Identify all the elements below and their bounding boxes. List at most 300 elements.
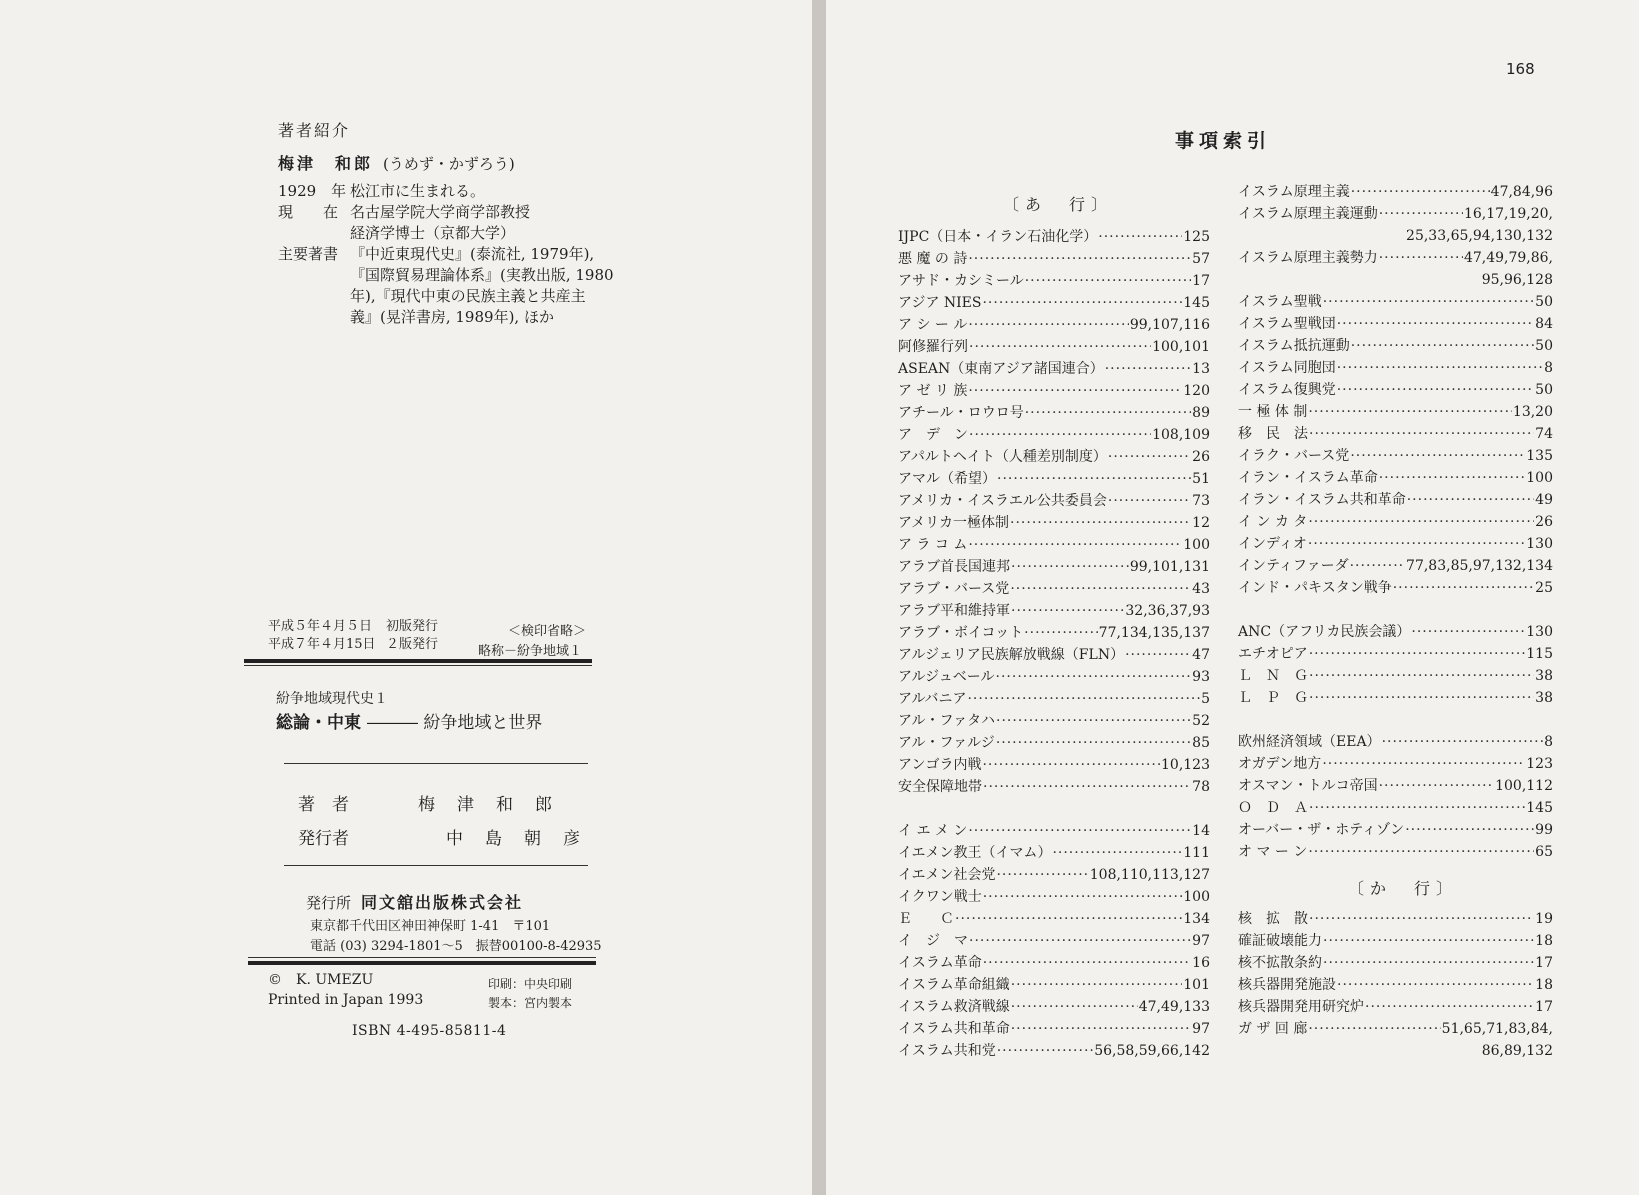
dot-leader (955, 908, 1182, 930)
index-term: アマル（希望） (898, 471, 996, 487)
index-pages: 50 (1535, 338, 1553, 354)
index-term: アジア NIES (898, 295, 982, 311)
index-term: アルバニア (898, 691, 967, 707)
copyright-block (268, 970, 423, 1010)
index-pages: 12 (1192, 515, 1210, 531)
dot-leader (1351, 335, 1534, 357)
index-term: ア シ ー ル (898, 317, 968, 333)
index-entry (898, 446, 1210, 468)
title-main: 総論・中東 (276, 713, 361, 733)
index-term: イ ン カ タ (1238, 514, 1308, 530)
dot-leader (1308, 401, 1512, 423)
index-entry (1238, 357, 1553, 379)
author-reading: (うめず・かずろう) (383, 155, 515, 173)
index-entry (898, 644, 1210, 666)
index-term: イエメン社会党 (898, 867, 996, 883)
index-term: 移 民 法 (1238, 426, 1308, 442)
bio-key (278, 223, 350, 244)
index-entry (898, 490, 1210, 512)
index-entry (1238, 181, 1553, 203)
bio-heading: 著者紹介 (278, 121, 351, 140)
index-pages: 38 (1535, 690, 1553, 706)
index-term: エチオピア (1238, 646, 1308, 662)
bio-value: 松江市に生まれる。 (350, 182, 486, 200)
index-entry (1238, 841, 1553, 863)
index-term: ア デ ン (898, 427, 968, 443)
index-term: 確証破壊能力 (1238, 933, 1322, 949)
index-term: インド・パキスタン戦争 (1238, 580, 1392, 596)
divider (284, 865, 588, 866)
index-term: イスラム聖戦団 (1238, 316, 1336, 332)
index-term: イスラム同胞団 (1238, 360, 1336, 376)
bio-key: 主要著書 (278, 245, 339, 263)
index-term: 悪 魔 の 詩 (898, 251, 968, 267)
index-term: アルジェリア民族解放戦線（FLN） (898, 647, 1125, 663)
index-pages: 111 (1183, 845, 1210, 861)
index-pages: 120 (1183, 383, 1210, 399)
index-pages: 17 (1535, 955, 1553, 971)
index-pages: 38 (1535, 668, 1553, 684)
dot-leader (1379, 775, 1495, 797)
dot-leader (1379, 467, 1526, 489)
index-term: イスラム革命組織 (898, 977, 1010, 993)
section-head-ka: 〔か 行〕 (1348, 879, 1459, 898)
index-entry (1238, 511, 1553, 533)
index-entry (898, 886, 1210, 908)
author-person: 梅津和郎 (418, 795, 574, 815)
dot-leader (1393, 577, 1534, 599)
index-term: アサド・カシミール (898, 273, 1024, 289)
dot-leader (1323, 930, 1534, 952)
index-pages: 19 (1535, 911, 1553, 927)
publisher-person: 中島朝彦 (446, 829, 602, 849)
publisher-phone: 電話 (03) 3294-1801～5 振替00100-8-42935 (310, 939, 602, 954)
author-bio (278, 120, 618, 328)
index-pages: 77,134,135,137 (1098, 625, 1210, 641)
index-pages: 108,110,113,127 (1089, 867, 1210, 883)
index-pages: 73 (1192, 493, 1210, 509)
printing-company: 印刷：中央印刷 (488, 977, 573, 991)
index-entry (1238, 621, 1553, 643)
author-credit (298, 790, 574, 815)
index-term: イスラム救済戦線 (898, 999, 1010, 1015)
index-pages: 47,49,79,86, (1463, 250, 1553, 266)
index-entry (898, 468, 1210, 490)
dot-leader (968, 314, 1128, 336)
index-term: イ エ メ ン (898, 823, 968, 839)
stamp-omitted: ＜検印省略＞ (508, 624, 587, 639)
index-term: アラブ首長国連邦 (898, 559, 1010, 575)
index-term: イラク・バース党 (1238, 448, 1350, 464)
index-pages: 85 (1192, 735, 1210, 751)
index-pages: 43 (1192, 581, 1210, 597)
index-entry (898, 380, 1210, 402)
index-entry (898, 512, 1210, 534)
dot-leader (1011, 600, 1124, 622)
imprint-date: 平成５年４月５日 (268, 619, 373, 634)
index-entry (898, 754, 1210, 776)
bio-row (278, 265, 618, 286)
index-term: イラン・イスラム革命 (1238, 470, 1378, 486)
index-term: イスラム抵抗運動 (1238, 338, 1350, 354)
divider (248, 957, 596, 958)
dot-leader (983, 776, 1191, 798)
index-entry (898, 974, 1210, 996)
bio-row (278, 286, 618, 307)
bio-key (278, 286, 350, 307)
dot-leader (1308, 841, 1534, 863)
index-term: オーバー・ザ・ホティゾン (1238, 822, 1405, 838)
bio-row (278, 223, 618, 244)
index-pages: 47 (1192, 647, 1210, 663)
dot-leader (968, 820, 1191, 842)
dot-leader (1125, 644, 1191, 666)
dot-leader (1010, 512, 1191, 534)
dot-leader (1309, 643, 1526, 665)
index-pages: 100 (1183, 889, 1210, 905)
index-pages: 16,17,19,20, (1463, 206, 1553, 222)
index-term: アラブ・バース党 (898, 581, 1010, 597)
index-pages: 130 (1526, 536, 1553, 552)
index-pages: 52 (1192, 713, 1210, 729)
index-entry (898, 776, 1210, 798)
dot-leader (996, 864, 1088, 886)
dot-leader (1411, 621, 1525, 643)
imprint-edition: ２版発行 (386, 637, 439, 652)
index-pages: 134 (1183, 911, 1210, 927)
index-entry (1238, 335, 1553, 357)
index-pages: 25,33,65,94,130,132 (1406, 228, 1553, 244)
index-pages: 51 (1192, 471, 1210, 487)
dot-leader (1322, 753, 1525, 775)
index-entry (1238, 269, 1553, 291)
index-pages: 13,20 (1512, 404, 1553, 420)
index-entry (898, 710, 1210, 732)
index-pages: 18 (1535, 933, 1553, 949)
copyright-line: © K. UMEZU (268, 972, 374, 988)
bio-key: 現 在 (278, 203, 339, 221)
index-term: イスラム共和党 (898, 1043, 996, 1059)
index-pages: 86,89,132 (1481, 1043, 1553, 1059)
index-pages: 145 (1183, 295, 1210, 311)
index-entry (1238, 952, 1553, 974)
index-term: ア ラ コ ム (898, 537, 968, 553)
bio-row (278, 181, 618, 202)
index-entry (1238, 533, 1553, 555)
index-entry (898, 402, 1210, 424)
abbreviation: 略称－紛争地域１ (478, 644, 583, 659)
index-term: ANC（アフリカ民族会議） (1238, 624, 1411, 640)
dot-leader (968, 248, 1191, 270)
index-entry (898, 622, 1210, 644)
index-pages: 115 (1526, 646, 1553, 662)
dot-leader (1309, 797, 1525, 819)
dot-leader (1309, 687, 1534, 709)
index-term: アラブ・ボイコット (898, 625, 1024, 641)
series-name: 紛争地域現代史１ (276, 691, 388, 707)
book-gutter (812, 0, 826, 1195)
index-pages: 97 (1192, 1021, 1210, 1037)
index-entry (1238, 313, 1553, 335)
index-term: 核不拡散条約 (1238, 955, 1322, 971)
index-term: アンゴラ内戦 (898, 757, 982, 773)
index-entry (1238, 1018, 1553, 1040)
index-pages: 17 (1535, 999, 1553, 1015)
colophon-page (0, 0, 812, 1195)
index-entry (898, 996, 1210, 1018)
index-term: インディオ (1238, 536, 1307, 552)
imprint-edition: 初版発行 (386, 619, 439, 634)
dot-leader (1024, 622, 1097, 644)
printed-in: Printed in Japan 1993 (268, 992, 424, 1008)
index-entry (1238, 996, 1553, 1018)
dot-leader (1011, 1018, 1191, 1040)
index-entry (1238, 225, 1553, 247)
index-entry (1238, 401, 1553, 423)
index-pages: 8 (1544, 734, 1553, 750)
index-term: イスラム原理主義勢力 (1238, 250, 1378, 266)
divider (248, 961, 596, 965)
index-term: オガデン地方 (1238, 756, 1322, 772)
index-entry (1238, 775, 1553, 797)
index-entry (898, 864, 1210, 886)
index-term: アメリカ・イスラエル公共委員会 (898, 493, 1107, 509)
index-pages: 16 (1192, 955, 1210, 971)
bio-row (278, 307, 618, 328)
index-entry (898, 226, 1210, 248)
index-entry (1238, 291, 1553, 313)
index-term: イスラム復興党 (1238, 382, 1336, 398)
index-entry (1238, 665, 1553, 687)
index-term: ガ ザ 回 廊 (1238, 1021, 1308, 1037)
index-entry (1238, 643, 1553, 665)
index-pages: 8 (1544, 360, 1553, 376)
index-entry (1238, 445, 1553, 467)
index-term: 阿修羅行列 (898, 339, 968, 355)
index-pages: 51,65,71,83,84, (1441, 1021, 1553, 1037)
dot-leader (996, 732, 1191, 754)
divider (244, 659, 592, 663)
bio-key: 1929 年 (278, 182, 347, 200)
dot-leader (969, 336, 1151, 358)
bio-value: 『国際貿易理論体系』(実教出版, 1980 (350, 266, 614, 284)
index-entry (1238, 467, 1553, 489)
index-term: Ｌ Ｎ Ｇ (1238, 668, 1308, 684)
index-term: アルジュベール (898, 669, 995, 685)
index-column-2 (1238, 181, 1553, 863)
dot-leader (1350, 555, 1405, 577)
index-gap (898, 798, 1210, 820)
index-pages: 125 (1183, 229, 1210, 245)
publishing-house-name: 同文舘出版株式会社 (361, 893, 524, 912)
dot-leader (1308, 533, 1525, 555)
dot-leader (996, 710, 1191, 732)
dot-leader (1337, 357, 1543, 379)
index-entry (1238, 974, 1553, 996)
index-entry (1238, 687, 1553, 709)
index-term: オ マ ー ン (1238, 844, 1308, 860)
index-gap (1238, 709, 1553, 731)
index-entry (898, 820, 1210, 842)
index-pages: 57 (1192, 251, 1210, 267)
index-entry (1238, 247, 1553, 269)
publisher-role: 発行者 (298, 829, 349, 849)
index-entry (898, 930, 1210, 952)
bio-row (278, 244, 618, 265)
book-title (276, 708, 542, 733)
dot-leader (1025, 270, 1191, 292)
index-entry (1238, 1040, 1553, 1062)
dot-leader (969, 930, 1191, 952)
dot-leader (1405, 819, 1534, 841)
index-entry (1238, 797, 1553, 819)
index-term: 核兵器開発用研究炉 (1238, 999, 1364, 1015)
dot-leader (1351, 181, 1490, 203)
dot-leader (968, 534, 1182, 556)
index-pages: 65 (1535, 844, 1553, 860)
index-pages: 93 (1192, 669, 1210, 685)
dot-leader (1308, 1018, 1440, 1040)
index-entry (898, 292, 1210, 314)
index-pages: 32,36,37,93 (1125, 603, 1210, 619)
index-pages: 108,109 (1152, 427, 1210, 443)
index-term: イエメン教王（イマム） (898, 845, 1052, 861)
dot-leader (997, 468, 1191, 490)
index-pages: 100 (1183, 537, 1210, 553)
index-term: アメリカ一極体制 (898, 515, 1010, 531)
dot-leader (1407, 489, 1534, 511)
index-term: 安全保障地帯 (898, 779, 982, 795)
publishing-house (306, 890, 523, 913)
index-pages: 49 (1535, 492, 1553, 508)
bio-value: 年),『現代中東の民族主義と共産主 (350, 287, 586, 305)
index-entry (1238, 489, 1553, 511)
index-column-2-ka (1238, 908, 1553, 1062)
publishing-house-label: 発行所 (306, 894, 352, 912)
index-term: ア ゼ リ 族 (898, 383, 968, 399)
index-term: イスラム革命 (898, 955, 982, 971)
index-entry (1238, 203, 1553, 225)
index-entry (898, 666, 1210, 688)
dot-leader (1365, 996, 1534, 1018)
index-entry (898, 1018, 1210, 1040)
bio-value: 名古屋学院大学商学部教授 (350, 203, 531, 221)
index-pages: 50 (1535, 382, 1553, 398)
bio-value: 経済学博士（京都大学） (350, 224, 516, 242)
index-entry (898, 270, 1210, 292)
index-entry (1238, 930, 1553, 952)
bio-key (278, 265, 350, 286)
section-head-a: 〔あ 行〕 (1003, 195, 1114, 214)
index-pages: 84 (1535, 316, 1553, 332)
author-name: 梅津 和郎 (278, 154, 374, 173)
index-pages: 135 (1526, 448, 1553, 464)
index-pages: 95,96,128 (1481, 272, 1553, 288)
index-pages: 56,58,59,66,142 (1094, 1043, 1210, 1059)
title-sub: ――― 紛争地域と世界 (367, 713, 543, 733)
index-entry (898, 314, 1210, 336)
dot-leader (996, 666, 1192, 688)
index-pages: 50 (1535, 294, 1553, 310)
index-entry (1238, 379, 1553, 401)
index-pages: 47,84,96 (1490, 184, 1553, 200)
isbn: ISBN 4-495-85811-4 (352, 1023, 507, 1039)
printers-block (488, 975, 572, 1013)
dot-leader (1010, 578, 1191, 600)
index-term: 一 極 体 制 (1238, 404, 1308, 420)
index-term: アパルトヘイト（人種差別制度） (898, 449, 1107, 465)
index-pages: 101 (1183, 977, 1210, 993)
index-pages: 74 (1535, 426, 1553, 442)
index-entry (1238, 819, 1553, 841)
index-pages: 99,107,116 (1129, 317, 1210, 333)
dot-leader (1098, 226, 1182, 248)
index-entry (1238, 577, 1553, 599)
index-pages: 26 (1192, 449, 1210, 465)
index-pages: 145 (1526, 800, 1553, 816)
dot-leader (1025, 402, 1191, 424)
index-entry (1238, 908, 1553, 930)
index-term: インティファーダ (1238, 558, 1349, 574)
dot-leader (983, 952, 1191, 974)
index-pages: 97 (1192, 933, 1210, 949)
index-term: アル・ファルジ (898, 735, 995, 751)
dot-leader (969, 424, 1151, 446)
bio-row (278, 202, 618, 223)
index-entry (1238, 753, 1553, 775)
dot-leader (983, 886, 1183, 908)
index-term: イクワン戦士 (898, 889, 982, 905)
dot-leader (1382, 731, 1544, 753)
index-entry (898, 952, 1210, 974)
dot-leader (982, 292, 1182, 314)
index-entry (898, 578, 1210, 600)
index-term: アル・ファタハ (898, 713, 996, 729)
index-entry (1238, 555, 1553, 577)
dot-leader (1337, 379, 1534, 401)
index-entry (898, 358, 1210, 380)
publisher-address: 東京都千代田区神田神保町 1-41 〒101 (310, 919, 551, 934)
dot-leader (1105, 358, 1191, 380)
index-entry (898, 842, 1210, 864)
index-pages: 89 (1192, 405, 1210, 421)
index-pages: 10,123 (1161, 757, 1210, 773)
dot-leader (968, 380, 1182, 402)
publisher-credit (298, 824, 602, 849)
index-term: 核兵器開発施設 (1238, 977, 1336, 993)
index-pages: 100,101 (1152, 339, 1210, 355)
dot-leader (1011, 556, 1129, 578)
index-pages: 99,101,131 (1129, 559, 1210, 575)
index-entry (898, 688, 1210, 710)
dot-leader (1337, 313, 1534, 335)
dot-leader (1309, 423, 1534, 445)
index-term: イスラム原理主義運動 (1238, 206, 1378, 222)
index-term: イスラム原理主義 (1238, 184, 1350, 200)
dot-leader (1309, 665, 1534, 687)
index-entry (898, 556, 1210, 578)
bio-rows (278, 181, 618, 328)
index-pages: 5 (1201, 691, 1210, 707)
index-term: イスラム聖戦 (1238, 294, 1322, 310)
bio-value: 『中近東現代史』(泰流社, 1979年), (350, 245, 595, 263)
index-pages: 25 (1535, 580, 1553, 596)
index-term: アラブ平和維持軍 (898, 603, 1010, 619)
dot-leader (997, 1040, 1093, 1062)
index-entry (898, 336, 1210, 358)
index-entry (898, 424, 1210, 446)
index-entry (898, 534, 1210, 556)
